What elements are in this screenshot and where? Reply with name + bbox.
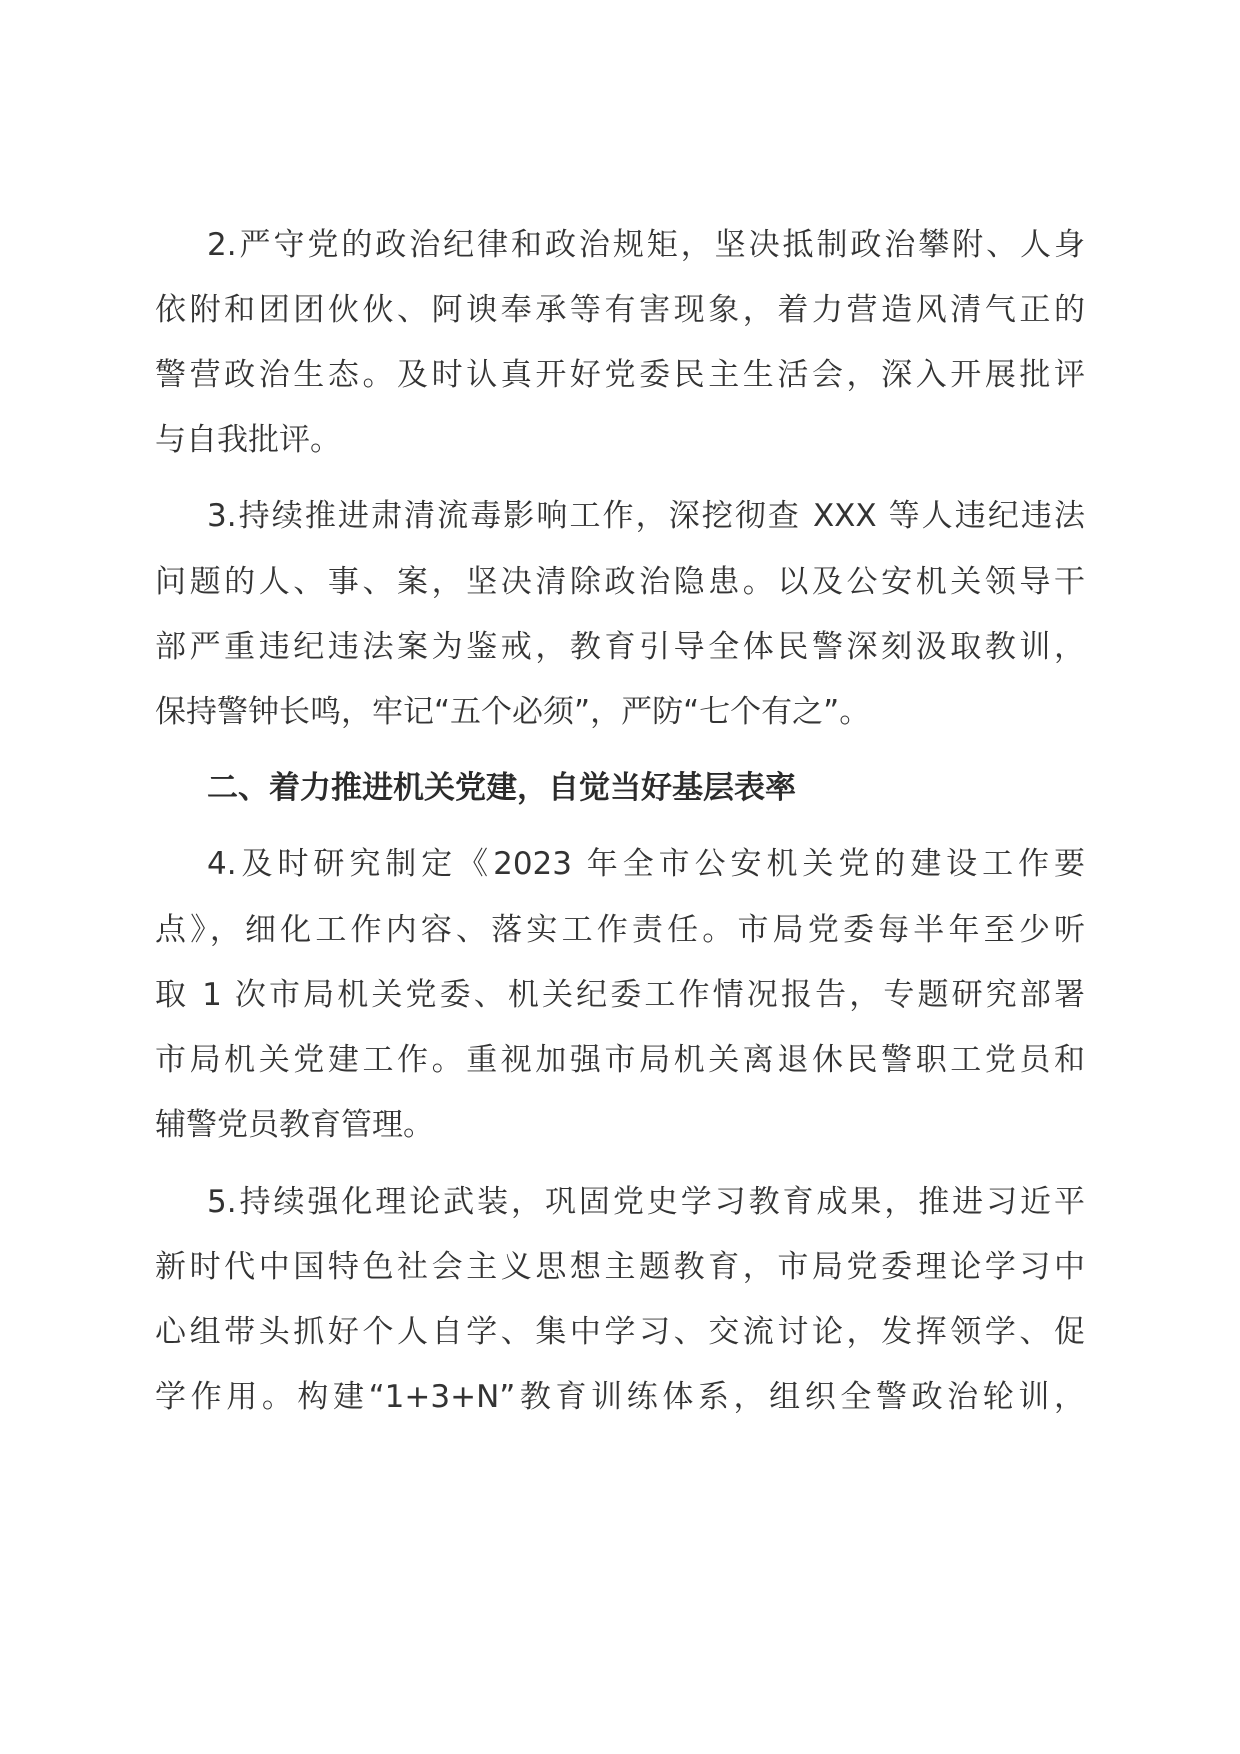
- paragraph-4-line-2: 点》，细化工作内容、落实工作责任。市局党委每半年至少听: [155, 912, 1085, 948]
- paragraph-2-line-4: 与自我批评。: [155, 422, 341, 458]
- paragraph-2-line-1: 2.严守党的政治纪律和政治规矩，坚决抵制政治攀附、人身: [207, 227, 1085, 263]
- section-heading: 二、着力推进机关党建，自觉当好基层表率: [207, 770, 796, 806]
- paragraph-4-line-1: 4.及时研究制定《2023 年全市公安机关党的建设工作要: [207, 846, 1085, 882]
- paragraph-2-line-3: 警营政治生态。及时认真开好党委民主生活会，深入开展批评: [155, 357, 1085, 393]
- paragraph-3-line-1: 3.持续推进肃清流毒影响工作，深挖彻查 XXX 等人违纪违法: [207, 498, 1085, 534]
- paragraph-3-line-4: 保持警钟长鸣，牢记“五个必须”，严防“七个有之”。: [155, 694, 871, 730]
- paragraph-3-line-2: 问题的人、事、案，坚决清除政治隐患。以及公安机关领导干: [155, 564, 1085, 600]
- paragraph-3-line-3: 部严重违纪违法案为鉴戒，教育引导全体民警深刻汲取教训，: [155, 629, 1085, 665]
- paragraph-4-line-4: 市局机关党建工作。重视加强市局机关离退休民警职工党员和: [155, 1042, 1085, 1078]
- paragraph-4-line-5: 辅警党员教育管理。: [155, 1107, 434, 1143]
- paragraph-5-line-2: 新时代中国特色社会主义思想主题教育，市局党委理论学习中: [155, 1249, 1085, 1285]
- paragraph-2-line-2: 依附和团团伙伙、阿谀奉承等有害现象，着力营造风清气正的: [155, 292, 1085, 328]
- paragraph-5-line-4: 学作用。构建“1+3+N”教育训练体系，组织全警政治轮训，: [155, 1379, 1085, 1415]
- paragraph-5-line-3: 心组带头抓好个人自学、集中学习、交流讨论，发挥领学、促: [155, 1314, 1085, 1350]
- paragraph-4-line-3: 取 1 次市局机关党委、机关纪委工作情况报告，专题研究部署: [155, 977, 1085, 1013]
- paragraph-5-line-1: 5.持续强化理论武装，巩固党史学习教育成果，推进习近平: [207, 1184, 1085, 1220]
